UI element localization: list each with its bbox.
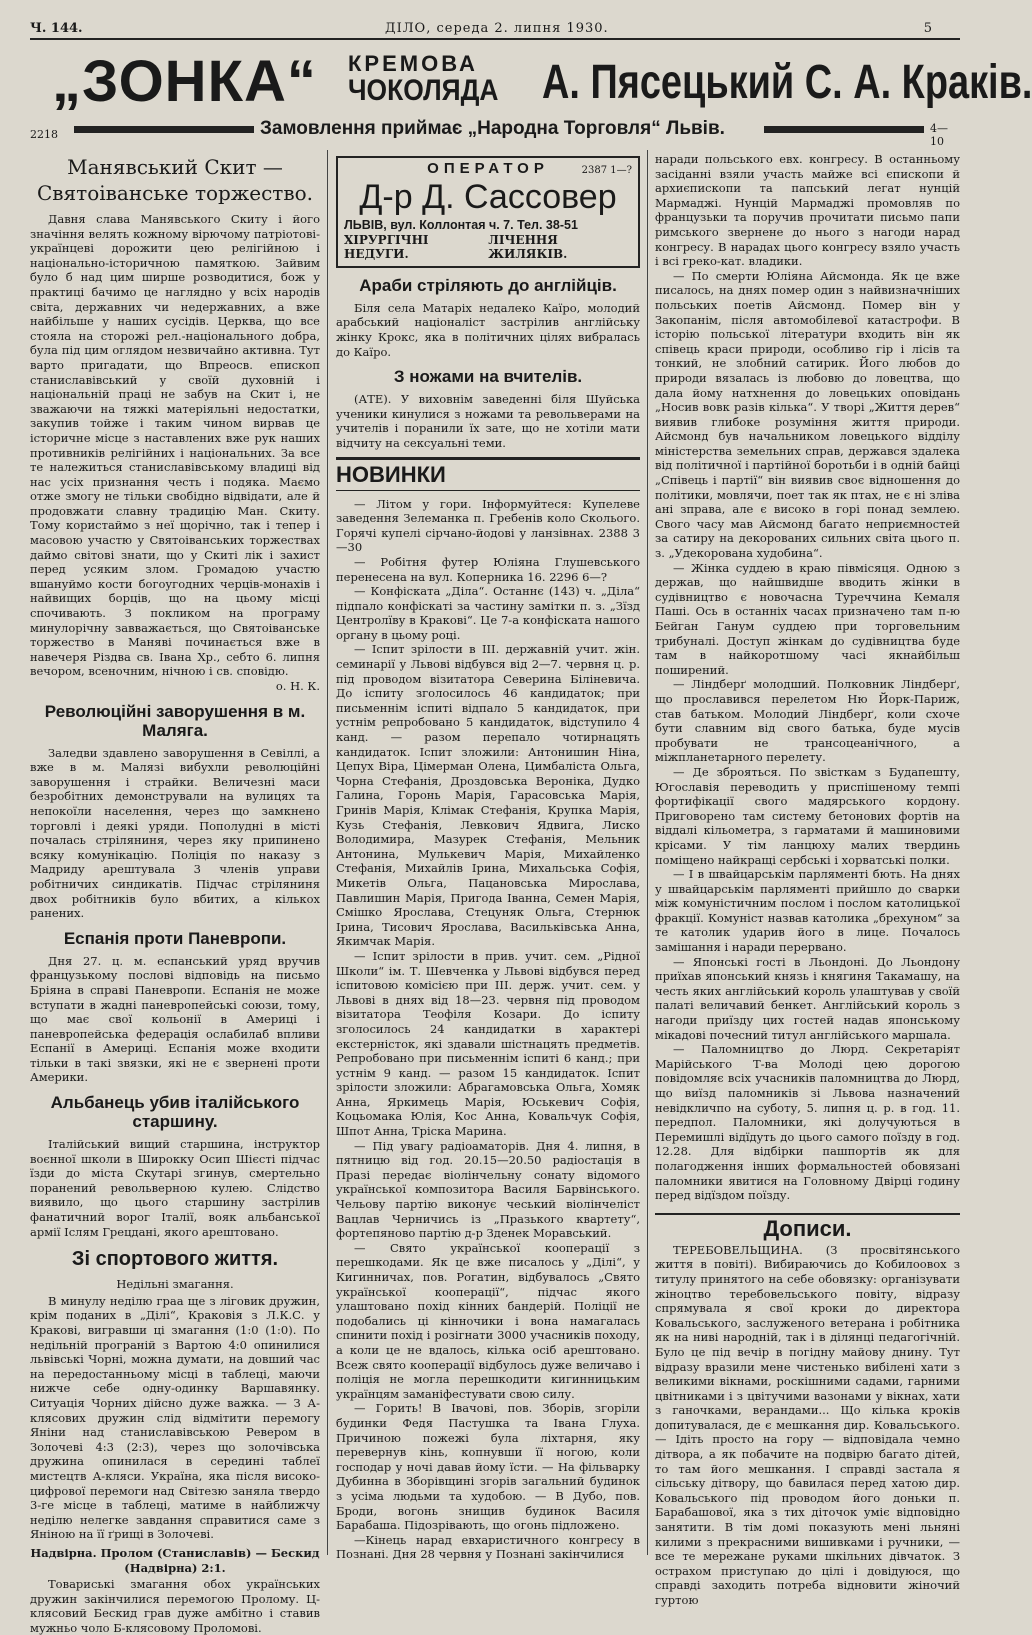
chocolate-advertisement <box>30 44 1032 148</box>
news-item: — Іспит зрілости в III. державній учит. жін. семинарії у Львові відбувся від 2—7. червня ц. р. під проводом візитатора Северина Біліневича. До іспиту зголосилось 46 кандидаток; при письменнім іспиті відпало 5 кандидаток, при устнім репробовано 5 кандидаток, відступило 4 канд. — разом перепало чотирнацять кандидаток. Іспит зложили: Антонишин Ніна, Цепух Віра, Цімерман Олена, Цимбаліста Ольга, Чорна Стефанія, Дроздовська Вероніка, Дудко Галина, Горонь Марія, Гарасовська Марія, Гринів Марія, Клімак Стефанія, Крупка Марія, Кузь Стефанія, Левкович Ядвига, Лиско Володимира, Мазурек Стефанія, Мельник Антонина, Мулькевич Марія, Михайленко Стефанія, Михайлів Ірина, Михальська Софія, Микетів Ольга, Пацановська Мирослава, Павлишин Марія, Пригода Іванна, Семен Марія, Смішко Ярослава, Стецуняк Ольга, Стернюк Ірина, Тисович Ярослава, Васильківська Анна, Якимчак Марія. <box>336 642 640 949</box>
article-title <box>30 154 320 206</box>
column-left <box>30 152 320 1635</box>
ad-number: 2387 1—? <box>581 165 632 176</box>
news-item: — По смерти Юліяна Айсмонда. Як це вже писалось, на днях помер один з найвизначніших польських поетів Айсмонд. Помер він у Закопанім, після автомобілевої катастрофи. В історію польської літератури входить він як співець краси природи, особливо гір і лісів та тонкий, не злобний сатирик. Його любов до природи вязалась із любовю до ловецтва, що дала йому натхнення до ловецьких оповідань „Носив вовк разів кілька“. У творі „Життя дерев“ виявив глибоке розуміння життя природи. Айсмонд був начальником ловецького відділу міністерства земельних справ, держався здалека від політичної і партійної боротьби і в одній байці „Співець і партії“ він виявив своє відношення до політики, мовлячи, поет так як птах, не є ні зліва ані зправа, але є високо в горі понад землею. Свого часу мав Айсмонд багато неприємностей за сатиру на декорованих сильних світа цього п. з. „Удекорована худобина“. <box>655 268 960 561</box>
ad-service: ХІРУРГІЧНІ НЕДУГИ. <box>344 232 429 262</box>
article-body: Заледви здавлено заворушення в Севіллі, а вже в м. Малязі вибухли революційні заворушення і страйки. Величезні маси безробітних демонстрували на вулицях та непокоїли населення, через що замкнено торговлі і деякі уряди. Пополудні в місті почалась стріляниня, через яку припинено всяку комунікацію. Поліція по наказу з Мадриду арештувала 3 членів управи робітничих синдикатів. Підчас стріляниня двох робітників було вбитих, а кількох ранених. <box>30 745 320 921</box>
section-subtitle: Недільні змагання. <box>116 1277 234 1292</box>
news-item: — І в швайцарськім парляменті бють. На днях у швайцарськім парляменті прийшло до сварки між комуністичним послом і послом католицької фракції. Комуніст назвав католика „брехуном“ за те католик ударив його в лице. Почалось замішання і наради перервано. <box>655 867 960 955</box>
news-item: — Іспит зрілости в прив. учит. сем. „Рідної Школи“ ім. Т. Шевченка у Львові відбувся перед іспитовою комісією при III. держ. учит. сем. у Львові в днях від 18—23. червня під проводом візитатора Теофіля Козари. До іспиту зголосилось 24 кандидатки в характері екстерністок, які здавали шістнацять предметів. Репробовано при письменнім іспиті 6 канд.; при устнім 9 канд. — разом 15 кандидаток. Іспит зрілости зложили: Абрагамовська Ольга, Хомяк Анна, Яркимець Марія, Юськевич Софія, Коцьомака Юлія, Кос Анна, Ковальчук Софія, Шпот Анна, Тріска Марина. <box>336 948 640 1139</box>
ad-rule-right <box>764 126 924 133</box>
article-body: Товариські змагання обох українських дружин закінчилися перемогою Пролому. Ц-клясовий Бескид грав дуже амбітно і ставив мужньо чоло Б-клясовому Проломові. <box>30 1577 320 1635</box>
column-middle <box>336 156 640 1562</box>
news-item: — Горить! В Івачові, пов. Зборів, згоріли будинки Федя Пастушка та Івана Глуха. Причиною пожежі була ліхтарня, яку перевернув кінь, копнувши її ногою, коли господар у ночі давав йому їсти. — На фільварку Дубинна в Зборівщині згорів загальний будинок з усіма людьми та худобою. — В Дубо, пов. Броди, вогонь знищив будинок Василя Барабаша. Підозрівають, що огонь підложено. <box>336 1401 640 1533</box>
news-item: — Паломництво до Люрд. Секретаріят Марійського Т-ва Молоді цею дорогою повідомляє всіх учасників паломництва до Люрд, що виїзд паломників зі Львова назначений невідкличпо на суботу, 5. липня ц. р. в год. 11. передпол. Паломники, які долучуються в Перемишлі відїдуть до цього самого поїзду в год. 12.28. Для відбірки пашпортів як для полагодження інших формальностей обовязані паломники явитися на Головному Двірці годину перед відїздом поїзду. <box>655 1042 960 1203</box>
ad-line1: КРЕМОВА <box>348 51 478 76</box>
news-item: — Японські гості в Льондоні. До Льондону приїхав японський князь і княгиня Такамашу, на честь яких англійський король улаштував у своїй палаті величавий бенкет. Англійський король з нагоди приїзду цих гостей надав японському мікадові почесний титул англійського маршала. <box>655 954 960 1042</box>
ad-operator: ОПЕРАТОР <box>427 160 549 177</box>
news-item: — Робітня футер Юліяна Глушевського перенесена на вул. Коперника 16. 2296 6—? <box>336 554 640 584</box>
ad-address: ЛЬВІВ, вул. Коллонтая ч. 7. Тел. 38-51 <box>344 217 578 232</box>
news-item: — Де зброяться. По звісткам з Будапешту, Югославія переводить у приспішеному темпі фортифікації свого мадярського кордону. Приговорено там систему бетонових фортів на віддалі кільометра, з гарматами й машиновими крісами. У тім ланцюху малих твердинь поміщено найкращі сербські і хорватські полки. <box>655 764 960 867</box>
news-item: —Кінець нарад евхаристичного конгресу в Познані. Дня 28 червня у Познані закінчилися <box>336 1532 640 1562</box>
page-header <box>30 20 960 40</box>
ad-rule-left <box>74 126 254 133</box>
column-right <box>655 152 960 1607</box>
ad-number-left: 2218 <box>30 128 58 141</box>
article-title: Революційні заворушення в м. Маляга. <box>44 701 306 740</box>
article-body: В минулу неділю граа ще з ліговик дружин, крім поданих в „Ділі“, Краковія з Л.К.С. у Кракові, вигравши ці змагання (1:0 (1:0). По недільній програній з Вартою 4:0 опинилися львівські Чорні, можна думати, на довший час на передостанньому місці в таблеці, маючи нижче себе одну-одинку Варшавянку. Ситуація Чорних дійсно дуже важка. — З А-клясових дружин слід відмітити перемогу Яніни над станиславівською Ревером в Золочеві 4:3 (2:3), через що золочівська дружина опинилася в середині таблеї мистецтв А-кляси. Україна, яка після високо-цифрової перемоги над Світезю заняла твердо 3-ге місце в таблеці, матиме в найближчу неділю нелегке завдання справитися саме з Яніною на її ґрищі в Золочеві. <box>30 1293 320 1542</box>
column-rule <box>327 150 328 1555</box>
article-body: (АТЕ). У виховнім заведенні біля Шуйська ученики кинулися з ножами та револьверами на учителів і поранили їх зате, що не хотіли мати відчиту на сексуальні теми. <box>336 392 640 450</box>
masthead-date: ДІЛО, середа 2. липня 1930. <box>385 21 609 36</box>
ad-service: ЛІЧЕННЯ ЖИЛЯКІВ. <box>488 232 568 262</box>
match-title: Надвірна. Пролом (Станиславів) — Бескид (Надвірна) 2:1. <box>30 1545 320 1575</box>
title-line: Святоіванське торжество. <box>36 181 314 205</box>
correspondence-section-title: Дописи. <box>655 1213 960 1243</box>
doctor-advertisement <box>336 156 640 268</box>
issue-number: Ч. 144. <box>30 21 83 36</box>
news-item: — Літом у гори. Інформуйтеся: Купелеве заведення Зелеманка п. Гребенів коло Сколього. Горячі купелі сірчано-йодові у ланзівнах. 2388 3—30 <box>336 496 640 555</box>
ad-order-text: Замовлення приймає „Народна Торговля“ Львів. <box>260 118 725 139</box>
title-line: Манявський Скит — <box>67 155 283 179</box>
article-body: Давня слава Манявського Скиту і його значіння велять кожному вірючому патріотові-українцеві дорожити цею релігійною і національно-історичною памяткою. Зайвим було б над цим ширше розводитися, бож у практиці бачимо це наглядно у всіх народів світа, державних чи недержавних, а вже найбільше у наших сусідів. Церква, що все стояла на сторожі рел.-національного добра, була під цим оглядом незвичайно активна. Тут варто пригадати, що Впреосв. епископ станиславівський у своїй духовній і національній праці не забув на Скит і, не зважаючи на тяжкі матеріяльні недостатки, закупив тойже і таким чином вирвав це історичне місце з наставлених вже рук наших противників релігійних і національних. За все те належиться станиславівському владиці від нас усіх признання честь і подяка. Маємо отже змогу не тільки свобідно відвідати, але й продовжати славну традицію Ман. Скиту. Тому користаймо з неї щорічно, так і тепер і масовою участю у Святоіванських торжествах даймо світові знати, що у Скиті лік і захист перед усяким злом. Громадою участю вшануймо кости богоугодних черців-монахів і найвищих борців, що на цьому місці спочивають. З покликом на програму минулорічну завважається, що Святоіванське торжество в Маняві починається вже в навечеря Різдва св. Івана Хр., себто 6. липня вечором, всеночним, нічною і св. сповідю. <box>30 212 320 679</box>
ad-doctor-name: Д-р Д. Сассовер <box>359 177 617 216</box>
ad-services <box>344 233 632 262</box>
news-item: — Під увагу радіоаматорів. Дня 4. липня, в пятницю від год. 20.15—20.50 радіостація в Празі передає віолінчельну сонату відомого української композитора Василя Барвінського. Чельову партію виконує чеський віолінчеліст Вацлав Черничись із „Празького квартету“, фортепяново партію д-р Зденек Моравський. <box>336 1138 640 1241</box>
news-section-title: НОВИНКИ <box>336 457 640 491</box>
article-title: Альбанець убив італійського старшину. <box>50 1093 300 1132</box>
column-rule <box>647 150 648 1555</box>
ad-firm: А. Пясецький С. А. Краків. <box>542 56 1032 109</box>
article-signature: о. Н. К. <box>275 679 320 693</box>
ad-line2: ЧОКОЛЯДА <box>348 74 499 107</box>
article-body: Італійський вищий старшина, інструктор воєнної школи в Широкку Осип Шієсті підчас їзди до міста Скутарі згинув, смертельно поранений револьверною кулею. Слідство виявило, що цього старшину застрілив фанатичний ворог Італії, вояк альбанської армії Іслям Грецдані, якого арештовано. <box>30 1137 320 1239</box>
article-body: Біля села Матаріх недалеко Каїро, молодий арабський націоналіст застрілив англійську жінку Крокс, яка в політичних цілях вибралась до Каїро. <box>336 300 640 359</box>
article-body: Дня 27. ц. м. еспанський уряд вручив французькому послові відповідь на письмо Бріяна в справі Паневропи. Еспанія не може вступати в жадні паневропейські союзи, тому, що має свої кольонії в Америці і паневропейська федерація ослабилаб впливи Еспанії в Америці. Еспанія може входити тільки в такі звязки, які не є звернені проти Америки. <box>30 953 320 1085</box>
news-item: — Свято української кооперації з перешкодами. Як це вже писалось у „Ділі“, у Кигинничах, пов. Рогатин, відбувалось „Свято української кооперації“, підчас якого улаштовано похід кінних бандерій. Поліції не подобались ці кінночики і вона намагалась спинити похід і розігнати 3000 учасників походу, а коли це не вдалось, кілька осіб арештовано. Всеж свято кооперації відбулось дуже величаво і поліція не могла перешкодити кигинницьким українцям заманіфестувати свою силу. <box>336 1240 640 1401</box>
news-item: — Ліндберґ молодший. Полковник Ліндберґ, що прославився перелетом Ню Йорк-Париж, став батьком. Молодий Ліндберґ, коли схоче бути славним від свого батька, буде мусів пробувати не трансоцеанічного, а міжпланетарного перелету. <box>655 677 960 765</box>
article-title: Араби стріляють до англійців. <box>359 275 617 295</box>
ad-number-right: 4—10 <box>930 122 948 148</box>
section-title: Зі спортового життя. <box>71 1248 279 1271</box>
ad-brand: „ЗОНКА“ <box>52 49 317 114</box>
correspondence-text: ТЕРЕБОВЕЛЬЩИНА. (З просвітянського життя в повіті). Вибираючись до Кобилоовох з титулу принятого на себе обовязку: організувати жіноцтво теребовельського повіту, відразу спрямувала я свої кроки до директора Ковальського, заслуженого ветерана і робітника як на ниві народній, так і в ділянці педагогічній. Було це під вечір в погідну майову днину. Тут відразу вразили мене чистенько вибілені хати з великими вікнами, роскішними садами, гарними цвітниками і з цвітучими вазонами у вікнах, хати з ганочками, верандами... Що кілька кроків допитувалася, де є мешкання дир. Ковальського. — Ідіть просто на гору — відповідала чемно дітвора, а як побачите на подвірю багато дітей, то там його мешкання. І справді застала я сільську дітвору, що бавилася перед хатою дир. Ковальського під проводом його доньки п. Барабашової, яка з тих діточок уміє відповідно занятити. В тім домі показують мені льняні килими з прекрасними вишивками і ручники, — все те мережане руками шкільних дівчаток. З острахом приступаю до цілі і довідуюся, що справді заходить потреба відновити жіночий гуртою <box>655 1242 960 1607</box>
article-title: З ножами на вчителів. <box>393 367 583 387</box>
page-number: 5 <box>923 21 932 36</box>
news-item: — Жінка суддею в краю півмісяця. Одною з держав, що найшвидше вводить жінки в судівництво є новочасна Туреччина Кемаля Паші. Ось в останніх часах призначено там п-ю Бейган Ганум суддею при торговельним трибуналі. Доступ жінкам до судівництва буде там в найкоротшому часі якнайбільш поширений. <box>655 560 960 677</box>
article-title: Еспанія проти Паневропи. <box>63 928 287 948</box>
news-item: наради польського евх. конгресу. В останньому засіданні взяли участь майже всі єпископи й архиєпископи та папський легат нунцій Мармаджі. Нунцій Мармаджі промовляв по французьки та поручив прочитати письмо папи римського звернене до нього з нагоди нарад конгресу. В нарадах цього конгресу взяло участь і всі греко-кат. владики. <box>655 152 960 269</box>
news-item: — Конфіската „Діла“. Останнє (143) ч. „Діла“ підпало конфіскаті за частину замітки п. з. „Зїзд Центролїву в Кракові“. Це 7-а конфіската нашого органу в цьому році. <box>336 584 640 642</box>
